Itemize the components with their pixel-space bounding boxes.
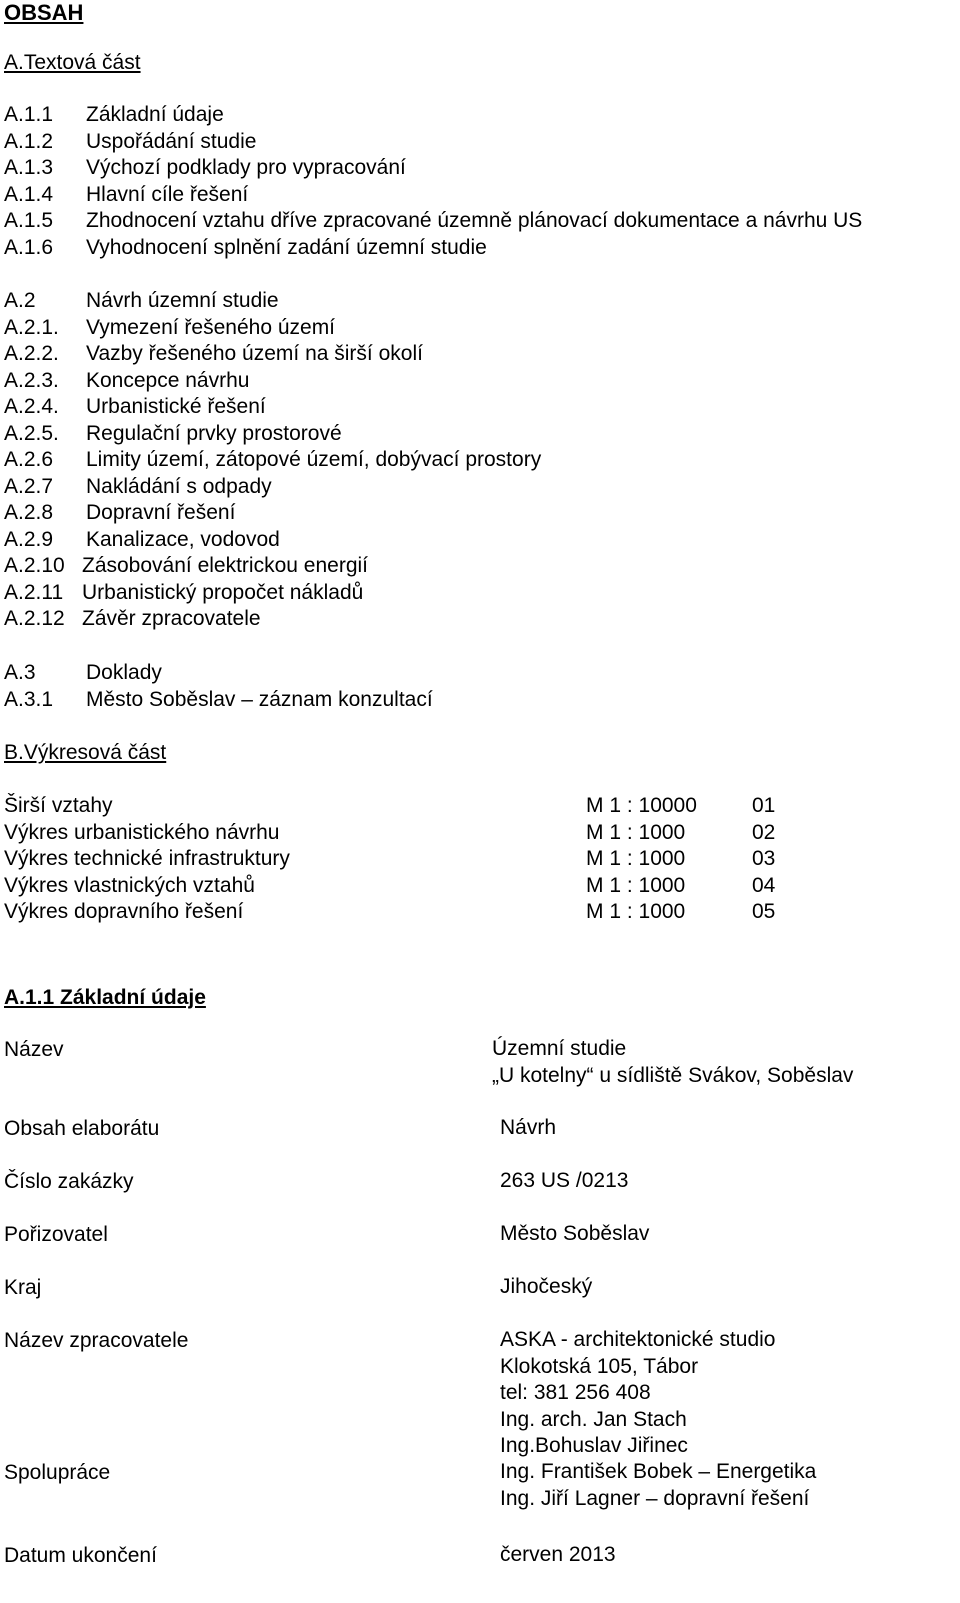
toc-entry-number: A.3 [4, 661, 36, 684]
info-label-cislo: Číslo zakázky [4, 1170, 134, 1193]
toc-entry-number: A.2.12 [4, 607, 65, 630]
info-label-datum: Datum ukončení [4, 1544, 157, 1567]
toc-entry-number: A.2.8 [4, 501, 54, 524]
toc-entry-title: Uspořádání studie [86, 129, 257, 153]
drawing-name: Výkres dopravního řešení [4, 900, 244, 923]
info-value-line: Ing. Jiří Lagner – dopravní řešení [500, 1486, 810, 1510]
info-value-datum [500, 1542, 616, 1569]
drawing-entry [4, 792, 954, 819]
drawing-name: Výkres technické infrastruktury [4, 847, 290, 870]
drawing-number: 02 [752, 820, 776, 844]
info-value-line: 263 US /0213 [500, 1169, 629, 1192]
drawing-name: Výkres vlastnických vztahů [4, 873, 255, 897]
page-heading: OBSAH [4, 0, 84, 25]
info-value-kraj [500, 1274, 592, 1301]
toc-entry-title: Vazby řešeného území na širší okolí [86, 342, 423, 365]
info-label-kraj: Kraj [4, 1276, 42, 1299]
toc-entry-number: A.1.3 [4, 156, 54, 179]
toc-entry-number: A.2.7 [4, 474, 54, 498]
toc-entry-title: Limity území, zátopové území, dobývací prostory [86, 448, 542, 471]
info-value-line: Jihočeský [500, 1275, 593, 1298]
toc-entry-title: Nakládání s odpady [86, 474, 272, 498]
info-value-line: Město Soběslav [500, 1222, 650, 1245]
toc-entry-number: A.3.1 [4, 687, 54, 711]
toc-entry-title: Hlavní cíle řešení [86, 182, 249, 206]
info-label-porizovatel: Pořizovatel [4, 1223, 108, 1246]
part-a-title: A.Textová část [4, 51, 141, 74]
info-value-line: Ing.Bohuslav Jiřinec [500, 1434, 688, 1457]
toc-entry-number: A.2.9 [4, 527, 54, 551]
section-a11-title: A.1.1 Základní údaje [4, 986, 206, 1009]
drawing-scale: M 1 : 1000 [586, 873, 686, 897]
drawing-entry [4, 845, 954, 872]
info-value-line: Ing. arch. Jan Stach [500, 1407, 687, 1431]
info-value-cislo [500, 1168, 628, 1195]
info-label-zpracovatel: Název zpracovatele [4, 1329, 189, 1352]
toc-entry-title: Zhodnocení vztahu dříve zpracované územně plánovací dokumentace a návrhu US [86, 209, 863, 232]
toc-entry-number: A.2.5. [4, 421, 59, 445]
drawing-entry [4, 819, 954, 846]
info-value-line: „U kotelny“ u sídliště Svákov, Soběslav [492, 1063, 854, 1087]
drawing-scale: M 1 : 10000 [586, 794, 697, 817]
toc-entry-number: A.2 [4, 289, 36, 312]
toc-entry-title: Doklady [86, 661, 162, 684]
toc-entry-number: A.1.4 [4, 182, 54, 206]
info-value-porizovatel [500, 1221, 649, 1248]
toc-entry-title: Zásobování elektrickou energií [82, 554, 368, 577]
toc-entry-number: A.1.1 [4, 103, 54, 126]
toc-entry-title: Výchozí podklady pro vypracování [86, 156, 406, 179]
toc-entry-number: A.2.2. [4, 342, 59, 365]
info-value-line: Návrh [500, 1116, 557, 1139]
info-value-line: červen 2013 [500, 1543, 616, 1566]
info-value-line: tel: 381 256 408 [500, 1381, 651, 1404]
toc-entry-number: A.2.11 [4, 580, 64, 604]
drawing-name: Výkres urbanistického návrhu [4, 820, 280, 844]
toc-entry-number: A.2.1. [4, 315, 59, 339]
toc-entry-title: Regulační prvky prostorové [86, 421, 342, 445]
drawing-number: 01 [752, 794, 776, 817]
drawing-entry [4, 898, 954, 925]
drawing-scale: M 1 : 1000 [586, 847, 686, 870]
toc-entry-number: A.1.6 [4, 235, 54, 259]
toc-entry-title: Urbanistické řešení [86, 395, 266, 418]
info-label-spoluprace: Spolupráce [4, 1461, 111, 1484]
part-b-title: B.Výkresová část [4, 741, 167, 764]
drawing-name: Širší vztahy [4, 794, 113, 817]
info-value-nazev [492, 1036, 853, 1089]
info-label-nazev: Název [4, 1038, 64, 1061]
toc-entry-title: Urbanistický propočet nákladů [82, 580, 364, 604]
info-value-line: Územní studie [492, 1037, 627, 1060]
toc-entry-number: A.2.3. [4, 368, 59, 392]
toc-entry-title: Město Soběslav – záznam konzultací [86, 687, 433, 711]
toc-entry-title: Závěr zpracovatele [82, 607, 261, 630]
info-value-obsah [500, 1115, 556, 1142]
toc-entry-title: Základní údaje [86, 103, 224, 126]
drawing-number: 03 [752, 847, 776, 870]
drawing-scale: M 1 : 1000 [586, 820, 686, 844]
toc-entry-number: A.2.6 [4, 448, 54, 471]
toc-entry-number: A.1.2 [4, 129, 54, 153]
toc-entry-number: A.2.4. [4, 395, 59, 418]
info-value-line: ASKA - architektonické studio [500, 1328, 776, 1351]
info-value-spoluprace [500, 1459, 816, 1512]
drawing-scale: M 1 : 1000 [586, 900, 686, 923]
toc-entry-title: Dopravní řešení [86, 501, 236, 524]
info-value-line: Klokotská 105, Tábor [500, 1354, 699, 1378]
info-value-line: Ing. František Bobek – Energetika [500, 1460, 817, 1483]
info-label-obsah: Obsah elaborátu [4, 1117, 160, 1140]
toc-entry-title: Kanalizace, vodovod [86, 527, 280, 551]
toc-entry-title: Vymezení řešeného území [86, 315, 336, 339]
toc-entry-title: Koncepce návrhu [86, 368, 250, 392]
toc-entry-number: A.2.10 [4, 554, 65, 577]
toc-entry-title: Návrh územní studie [86, 289, 279, 312]
drawing-number: 04 [752, 873, 776, 897]
toc-entry-title: Vyhodnocení splnění zadání územní studie [86, 235, 487, 259]
info-value-zpracovatel [500, 1327, 775, 1460]
drawing-entry [4, 872, 954, 899]
toc-entry-number: A.1.5 [4, 209, 54, 232]
drawing-number: 05 [752, 900, 776, 923]
